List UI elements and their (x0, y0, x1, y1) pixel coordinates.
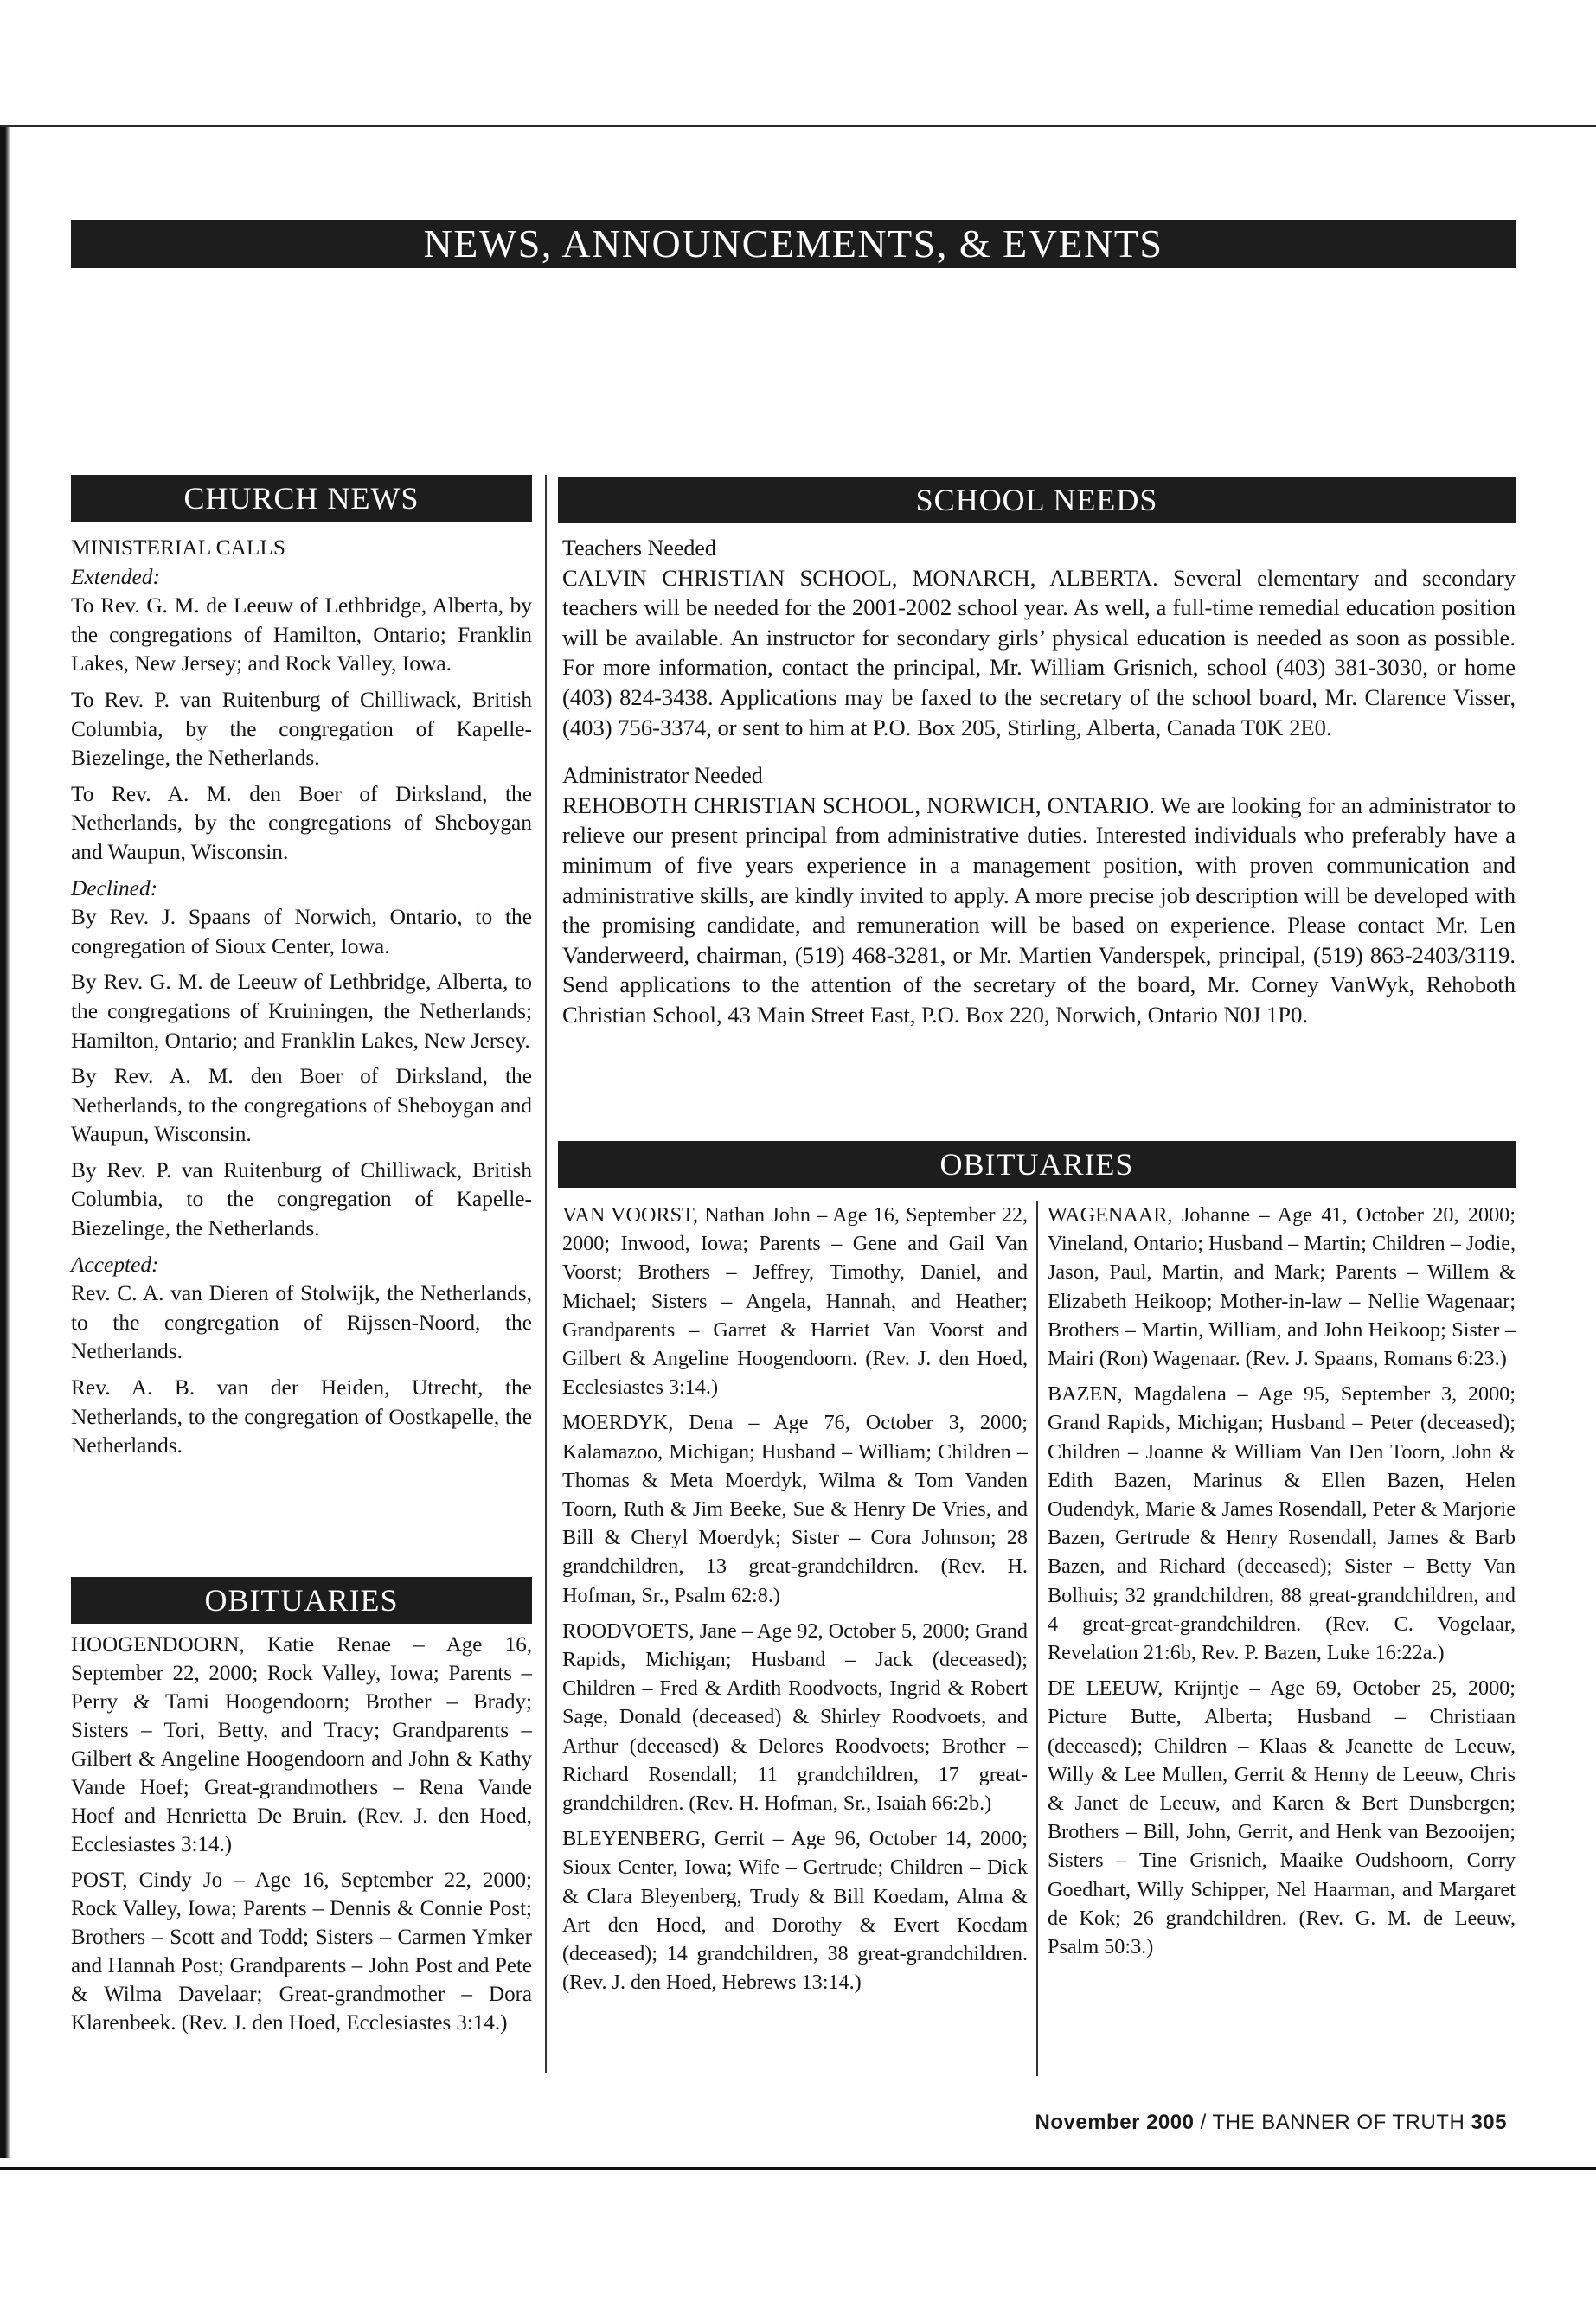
accepted-label: Accepted: (71, 1252, 159, 1277)
obituaries-column-a (562, 1201, 1028, 2003)
obituary-entry: HOOGENDOORN, Katie Renae – Age 16, September 22, 2000; Rock Valley, Iowa; Parents – Perry & Tami Hoogendoorn; Brother – Brady; Sisters – Tori, Betty, and Tracy; Grandparents – Gilbert & Angeline Hoogendoorn and John & Kathy Vande Hoef; Great-grandmothers – Rena Vande Hoef and Henrietta De Bruin. (Rev. J. den Hoed, Ecclesiastes 3:14.) (71, 1633, 532, 1856)
school-needs-heading: SCHOOL NEEDS (558, 477, 1516, 523)
page-banner: NEWS, ANNOUNCEMENTS, & EVENTS (71, 220, 1516, 268)
obituary-entry: POST, Cindy Jo – Age 16, September 22, 2000; Rock Valley, Iowa; Parents – Dennis & Connie Post; Brothers – Scott and Todd; Sisters – Carmen Ymker and Hannah Post; Grandparents – John Post and Pete & Wilma Davelaar; Great-grandmother – Dora Klarenbeek. (Rev. J. den Hoed, Ecclesiastes 3:14.) (71, 1868, 532, 2035)
extended-call: To Rev. G. M. de Leeuw of Lethbridge, Alberta, by the congregations of Hamilton, Ontario; Franklin Lakes, New Jersey; and Rock Valley, Iowa. (71, 593, 532, 676)
footer-separator: / (1200, 2111, 1207, 2134)
page-footer (960, 2111, 1507, 2135)
declined-call: By Rev. P. van Ruitenburg of Chilliwack, British Columbia, to the congregation of Kapelle-Biezelinge, the Netherlands. (71, 1157, 532, 1241)
scan-top-border (0, 125, 1596, 127)
left-obituaries-column (71, 1631, 532, 2044)
footer-date: November 2000 (1035, 2111, 1195, 2134)
scan-left-edge (0, 125, 10, 2158)
ministerial-calls-label: MINISTERIAL CALLS (71, 535, 286, 560)
school-needs-column (562, 534, 1516, 1030)
obituary-entry: BAZEN, Magdalena – Age 95, September 3, 2000; Grand Rapids, Michigan; Husband – Peter (deceased); Children – Joanne & William Van Den Toorn, John & Edith Bazen, Marinus & Ellen Bazen, Helen Oudendyk, Marie & James Rosendall, Peter & Marjorie Bazen, Gertrude & Henry Rosendall, James & Barb Bazen, and Richard (deceased); Sister – Betty Van Bolhuis; 32 grandchildren, 88 great-grandchildren, and 4 great-great-grandchildren. (Rev. C. Vogelaar, Revelation 21:6b, Rev. P. Bazen, Luke 16:22a.) (1048, 1382, 1516, 1665)
obituaries-divider (1036, 1201, 1038, 2076)
church-news-heading: CHURCH NEWS (71, 475, 532, 522)
accepted-call: Rev. A. B. van der Heiden, Utrecht, the Netherlands, to the congregation of Oostkapelle, the Netherlands. (71, 1375, 532, 1458)
obituary-entry: WAGENAAR, Johanne – Age 41, October 20, 2000; Vineland, Ontario; Husband – Martin; Children – Jodie, Jason, Paul, Martin, and Mark; Parents – Willem & Elizabeth Heikoop; Mother-in-law – Nellie Wagenaar; Brothers – Martin, William, and John Heikoop; Sister – Mairi (Ron) Wagenaar. (Rev. J. Spaans, Romans 6:23.) (1048, 1203, 1516, 1371)
teachers-needed-title: Teachers Needed (562, 535, 716, 561)
obituary-entry: ROODVOETS, Jane – Age 92, October 5, 2000; Grand Rapids, Michigan; Husband – Jack (deceased); Children – Fred & Ardith Roodvoets, Ingrid & Robert Sage, Donald (deceased) & Shirley Roodvoets, and Arthur (deceased) & Delores Roodvoets; Brother – Richard Rosendall; 11 grandchildren, 17 great-grandchildren. (Rev. H. Hofman, Sr., Isaiah 66:2b.) (562, 1618, 1028, 1816)
obituary-entry: BLEYENBERG, Gerrit – Age 96, October 14, 2000; Sioux Center, Iowa; Wife – Gertrude; Children – Dick & Clara Bleyenberg, Trudy & Bill Koedam, Alma & Art den Hoed, and Dorothy & Evert Koedam (deceased); 14 grandchildren, 38 great-grandchildren. (Rev. J. den Hoed, Hebrews 13:14.) (562, 1827, 1028, 1995)
administrator-needed-title: Administrator Needed (562, 763, 763, 789)
administrator-needed-text: REHOBOTH CHRISTIAN SCHOOL, NORWICH, ONTARIO. We are looking for an administrator to relieve our present principal from administrative duties. Interested individuals who preferably have a minimum of five years experience in a management position, with proven communication and administrative skills, are kindly invited to apply. A more precise job description will be developed with the promising candidate, and remuneration will be based on experience. Please contact Mr. Len Vanderweerd, chairman, (519) 468-3281, or Mr. Martien Vanderspek, principal, (519) 863-2403/3119. Send applications to the attention of the secretary of the board, Mr. Corney VanWyk, Rehoboth Christian School, 43 Main Street East, P.O. Box 220, Norwich, Ontario N0J 1P0. (562, 792, 1516, 1028)
declined-call: By Rev. J. Spaans of Norwich, Ontario, to the congregation of Sioux Center, Iowa. (71, 905, 532, 958)
obituary-entry: DE LEEUW, Krijntje – Age 69, October 25, 2000; Picture Butte, Alberta; Husband – Christiaan (deceased); Children – Klaas & Jeanette de Leeuw, Willy & Lee Mullen, Gerrit & Henny de Leeuw, Chris & Janet de Leeuw, and Karen & Bert Dunsbergen; Brothers – Bill, John, Gerrit, and Henk van Bezooijen; Sisters – Tine Grisnich, Maaike Oudshoorn, Corry Goedhart, Willy Schipper, Nel Haarman, and Margaret de Kok; 26 grandchildren. (Rev. G. M. de Leeuw, Psalm 50:3.) (1048, 1676, 1516, 1959)
extended-call: To Rev. P. van Ruitenburg of Chilliwack, British Columbia, by the congregation of Kapelle-Biezelinge, the Netherlands. (71, 687, 532, 771)
extended-call: To Rev. A. M. den Boer of Dirksland, the Netherlands, by the congregations of Sheboygan and Waupun, Wisconsin. (71, 781, 532, 864)
scan-bottom-border (0, 2167, 1596, 2170)
footer-publication: THE BANNER OF TRUTH (1212, 2111, 1465, 2134)
column-divider (545, 475, 547, 2073)
declined-call: By Rev. G. M. de Leeuw of Lethbridge, Alberta, to the congregations of Kruiningen, the Netherlands; Hamilton, Ontario; and Franklin Lakes, New Jersey. (71, 970, 532, 1053)
obituary-entry: VAN VOORST, Nathan John – Age 16, September 22, 2000; Inwood, Iowa; Parents – Gene and Gail Van Voorst; Brothers – Jeffrey, Timothy, Daniel, and Michael; Sisters – Angela, Hannah, and Heather; Grandparents – Garret & Harriet Van Voorst and Gilbert & Angeline Hoogendoorn. (Rev. J. den Hoed, Ecclesiastes 3:14.) (562, 1203, 1028, 1400)
accepted-call: Rev. C. A. van Dieren of Stolwijk, the Netherlands, to the congregation of Rijssen-Noord, the Netherlands. (71, 1281, 532, 1364)
obituary-entry: MOERDYK, Dena – Age 76, October 3, 2000; Kalamazoo, Michigan; Husband – William; Children – Thomas & Meta Moerdyk, Wilma & Tom Vanden Toorn, Ruth & Jim Beeke, Sue & Henry De Vries, and Bill & Cheryl Moerdyk; Sister – Cora Johnson; 28 grandchildren, 13 great-grandchildren. (Rev. H. Hofman, Sr., Psalm 62:8.) (562, 1411, 1028, 1607)
extended-label: Extended: (71, 564, 160, 589)
teachers-needed-text: CALVIN CHRISTIAN SCHOOL, MONARCH, ALBERTA. Several elementary and secondary teachers will be needed for the 2001-2002 school year. As well, a full-time remedial education position will be available. An instructor for secondary girls’ physical education is needed as soon as possible. For more information, contact the principal, Mr. William Grisnich, school (403) 381-3030, or home (403) 824-3438. Applications may be faxed to the secretary of the school board, Mr. Clarence Visser, (403) 756-3374, or sent to him at P.O. Box 205, Stirling, Alberta, Canada T0K 2E0. (562, 564, 1516, 740)
obituaries-heading: OBITUARIES (558, 1141, 1516, 1188)
church-news-column (71, 534, 532, 1468)
declined-label: Declined: (71, 875, 158, 901)
obituaries-column-b (1048, 1201, 1516, 1968)
declined-call: By Rev. A. M. den Boer of Dirksland, the Netherlands, to the congregations of Sheboygan and Waupun, Wisconsin. (71, 1064, 532, 1147)
left-obituaries-heading: OBITUARIES (71, 1577, 532, 1624)
footer-page-number: 305 (1471, 2111, 1507, 2134)
